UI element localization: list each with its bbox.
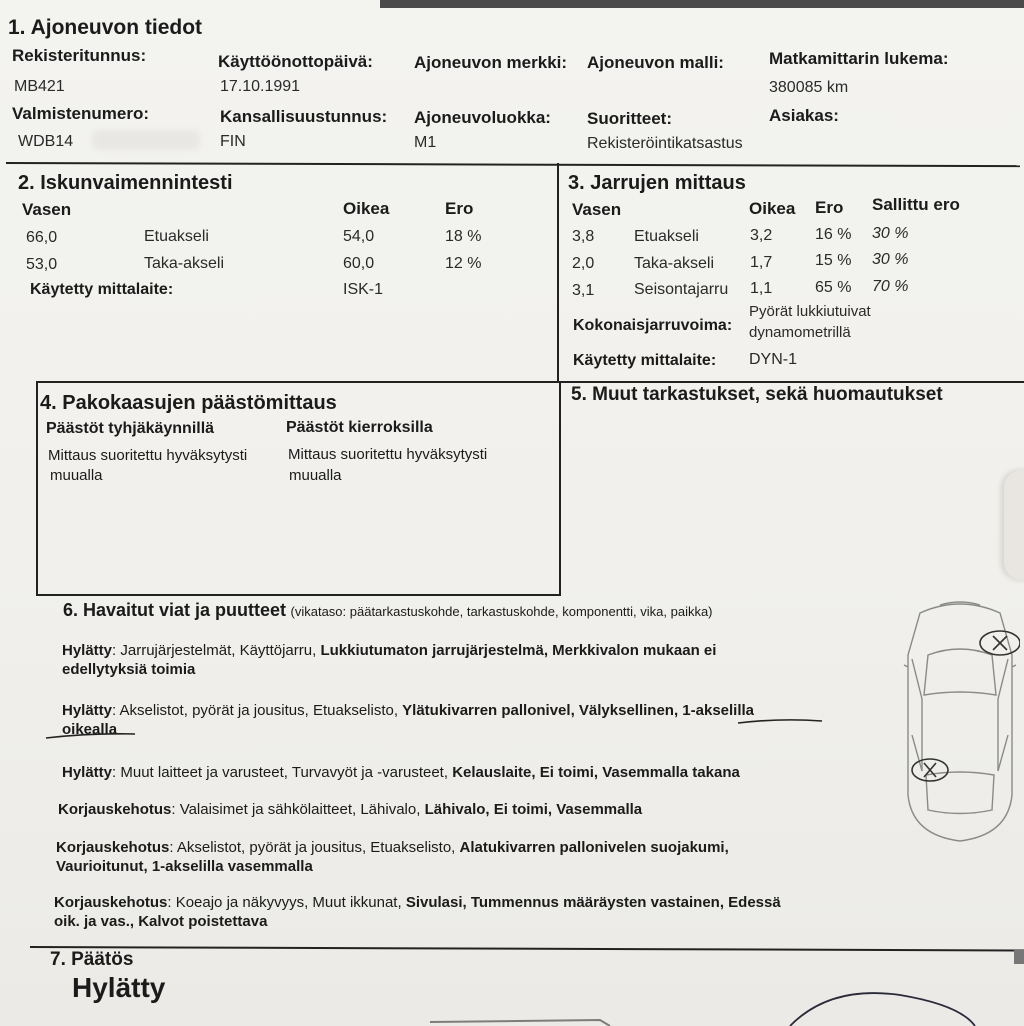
idle-emissions-label: Päästöt tyhjäkäynnillä (46, 420, 215, 437)
section-5-title: 5. Muut tarkastukset, sekä huomautukset (571, 384, 943, 405)
section-3-title: 3. Jarrujen mittaus (568, 172, 746, 194)
registration-value: MB421 (14, 78, 65, 95)
shock-row-axle: Etuakseli (144, 228, 209, 245)
section-6-subtitle: (vikataso: päätarkastuskohde, tarkastuskohde, komponentti, vika, paikka) (290, 604, 713, 619)
nationality-label: Kansallisuustunnus: (220, 107, 388, 126)
shock-header-right: Oikea (343, 199, 390, 218)
defect-level: Korjauskehotus (56, 839, 170, 856)
vin-value: WDB14 (18, 133, 74, 150)
vehicle-class-label: Ajoneuvoluokka: (414, 108, 551, 127)
brake-row-axle: Seisontajarru (634, 281, 729, 298)
edge-mark (1014, 950, 1024, 964)
defect-level: Hylätty (62, 702, 113, 719)
defect-description: : Akselistot, pyörät ja jousitus, Etuakselisto, (112, 702, 403, 719)
customer-label: Asiakas: (769, 106, 839, 125)
finger-shadow (1004, 470, 1024, 580)
defect-level: Korjauskehotus (58, 801, 172, 818)
brake-row-diff: 15 % (815, 252, 852, 269)
total-brake-value: Pyörät lukkiutuivat (749, 303, 871, 320)
shock-row-diff: 18 % (445, 228, 482, 245)
performed-label: Suoritteet: (587, 109, 672, 128)
defect-finding-cont: edellytyksiä toimia (62, 661, 196, 678)
defect-finding: Alatukivarren pallonivelen suojakumi, (459, 839, 729, 856)
rpm-emissions-label: Päästöt kierroksilla (286, 419, 433, 436)
shock-row-axle: Taka-akseli (144, 255, 225, 272)
brake-header-diff: Ero (815, 198, 844, 217)
total-brake-label: Kokonaisjarruvoima: (573, 317, 733, 334)
rpm-emissions-value-cont: muualla (289, 467, 342, 484)
brake-row-left: 3,1 (572, 282, 595, 299)
shock-row-diff: 12 % (445, 255, 482, 272)
section-2-title: 2. Iskunvaimennintesti (18, 172, 233, 194)
vin-label: Valmistenumero: (12, 104, 149, 123)
defect-description: : Koeajo ja näkyvyys, Muut ikkunat, (167, 894, 406, 911)
brake-row-diff: 16 % (815, 226, 852, 243)
idle-emissions-value-cont: muualla (50, 467, 103, 484)
defect-description: : Jarrujärjestelmät, Käyttöjarru, (112, 642, 321, 659)
shock-header-diff: Ero (445, 199, 474, 218)
section-6-title: 6. Havaitut viat ja puutteet (63, 600, 287, 620)
brake-row-right: 3,2 (750, 227, 773, 244)
brake-row-left: 2,0 (572, 255, 595, 272)
brake-header-allowed: Sallittu ero (872, 195, 960, 214)
defect-finding-cont: oikealla (62, 721, 118, 738)
shock-row-right: 60,0 (343, 255, 375, 272)
brake-row-left: 3,8 (572, 228, 595, 245)
defect-level: Hylätty (62, 642, 113, 659)
idle-emissions-value: Mittaus suoritettu hyväksytysti (48, 447, 248, 464)
brake-device-label: Käytetty mittalaite: (573, 352, 717, 369)
brake-row-right: 1,1 (750, 280, 773, 297)
defect-finding: Lähivalo, Ei toimi, Vasemmalla (424, 801, 643, 818)
defect-finding-cont: oik. ja vas., Kalvot poistettava (54, 913, 268, 930)
brake-header-left: Vasen (572, 200, 622, 219)
shock-header-left: Vasen (22, 200, 72, 219)
defect-finding: Ylätukivarren pallonivel, Välyksellinen, 1-akselilla (402, 702, 755, 719)
brake-header-right: Oikea (749, 199, 796, 218)
shock-device-value: ISK-1 (343, 281, 384, 298)
performed-value: Rekisteröintikatsastus (587, 135, 743, 152)
rpm-emissions-value: Mittaus suoritettu hyväksytysti (288, 446, 488, 463)
first-use-date-value: 17.10.1991 (220, 78, 301, 95)
brake-row-allowed: 30 % (872, 251, 909, 268)
defect-description: : Valaisimet ja sähkölaitteet, Lähivalo, (171, 801, 425, 818)
defect-finding-cont: Vaurioitunut, 1-akselilla vasemmalla (56, 858, 313, 875)
total-brake-value-cont: dynamometrillä (749, 324, 851, 341)
odometer-label: Matkamittarin lukema: (769, 49, 949, 68)
defect-finding: Lukkiutumaton jarrujärjestelmä, Merkkivalon mukaan ei (320, 642, 717, 659)
brake-row-allowed: 70 % (872, 278, 909, 295)
defect-description: : Muut laitteet ja varusteet, Turvavyöt ja -varusteet, (112, 764, 453, 781)
shock-row-right: 54,0 (343, 228, 375, 245)
section-1-title: 1. Ajoneuvon tiedot (8, 16, 203, 39)
nationality-value: FIN (220, 133, 246, 150)
odometer-value: 380085 km (769, 79, 849, 96)
vehicle-class-value: M1 (414, 134, 437, 151)
decision-value: Hylätty (72, 972, 166, 1003)
section-4-title: 4. Pakokaasujen päästömittaus (40, 392, 337, 414)
shock-row-left: 66,0 (26, 229, 58, 246)
shock-device-label: Käytetty mittalaite: (30, 281, 174, 298)
defect-description: : Akselistot, pyörät ja jousitus, Etuakselisto, (169, 839, 460, 856)
brake-device-value: DYN-1 (749, 351, 798, 368)
defect-finding: Sivulasi, Tummennus määräysten vastainen, Edessä (405, 894, 781, 911)
shock-row-left: 53,0 (26, 256, 58, 273)
brake-row-right: 1,7 (750, 254, 773, 271)
vehicle-make-label: Ajoneuvon merkki: (414, 53, 568, 72)
vehicle-model-label: Ajoneuvon malli: (587, 53, 724, 72)
registration-label: Rekisteritunnus: (12, 46, 147, 65)
defect-level: Hylätty (62, 764, 113, 781)
defect-finding: Kelauslaite, Ei toimi, Vasemmalla takana (452, 764, 740, 781)
brake-row-allowed: 30 % (872, 225, 909, 242)
brake-row-diff: 65 % (815, 279, 852, 296)
brake-row-axle: Taka-akseli (634, 255, 715, 272)
defect-level: Korjauskehotus (54, 894, 168, 911)
section-7-title: 7. Päätös (50, 949, 134, 970)
first-use-date-label: Käyttöönottopäivä: (218, 52, 373, 71)
brake-row-axle: Etuakseli (634, 228, 699, 245)
